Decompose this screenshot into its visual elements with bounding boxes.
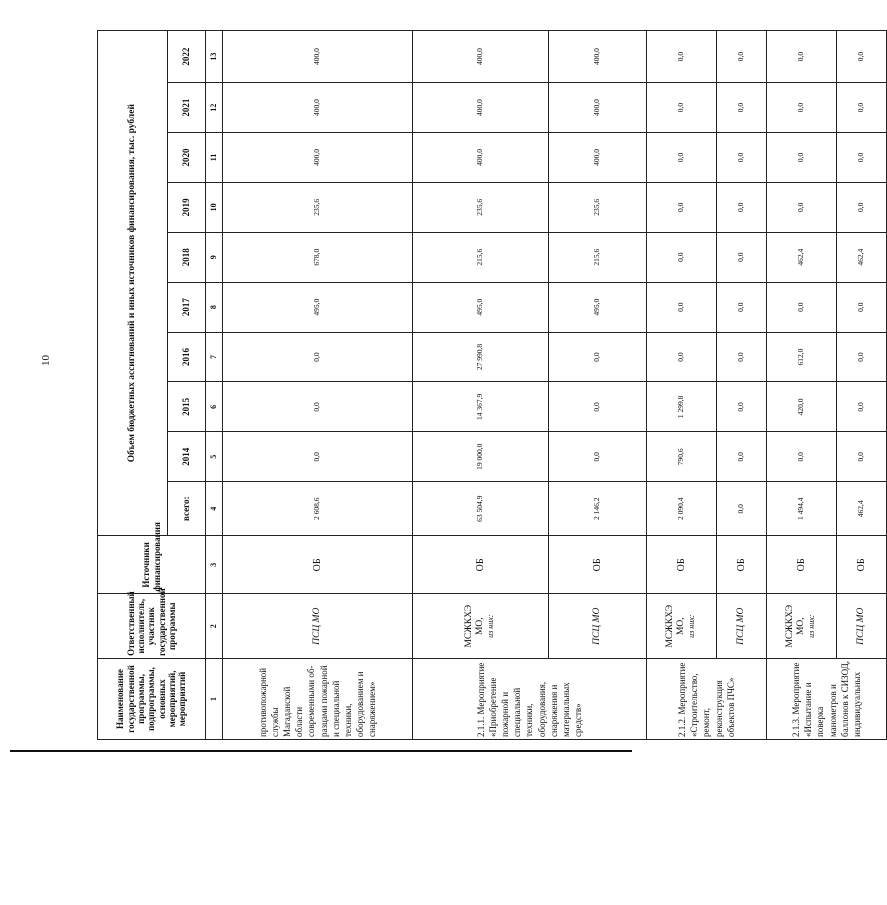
year-header: 2014: [168, 432, 206, 482]
row-name: противопожарной службы Магаданской области современными об-разцами пожарной и специальной техники, оборудованием и снаряжением»: [223, 658, 413, 739]
responsible-note: из них:: [485, 614, 495, 638]
row-value: 0,0: [717, 31, 767, 83]
column-number: 12: [206, 83, 223, 133]
row-value: 235,6: [223, 182, 413, 232]
header-name: Наименование государственной программы, подпрограммы, основных мероприятий, мероприятий: [98, 658, 206, 739]
year-header: 2019: [168, 182, 206, 232]
row-responsible: [837, 594, 887, 658]
row-responsible: [717, 594, 767, 658]
row-responsible: [767, 594, 837, 658]
column-number: 3: [206, 536, 223, 594]
row-value: 495,0: [223, 282, 413, 332]
row-value: 0,0: [837, 382, 887, 432]
table-row: [767, 31, 837, 740]
row-value: 0,0: [647, 332, 717, 382]
table-body: [223, 31, 887, 740]
divider-line: [10, 750, 632, 752]
row-value: 400,0: [223, 133, 413, 183]
row-value: 400,0: [413, 133, 549, 183]
row-source: ОБ: [223, 536, 413, 594]
row-value: 0,0: [837, 332, 887, 382]
row-source: ОБ: [837, 536, 887, 594]
responsible-label: ПСЦ МО: [856, 607, 867, 645]
header-source: Источники финансирования: [98, 536, 206, 594]
table-row: [223, 31, 413, 740]
table-row: [717, 31, 767, 740]
row-value: 420,0: [767, 382, 837, 432]
row-value: 0,0: [549, 382, 647, 432]
column-number: 1: [206, 658, 223, 739]
row-value: 0,0: [647, 31, 717, 83]
row-value: 235,6: [549, 182, 647, 232]
row-value: 0,0: [717, 83, 767, 133]
row-value: 0,0: [767, 83, 837, 133]
row-value: 790,6: [647, 432, 717, 482]
column-number: 4: [206, 482, 223, 536]
row-value: 0,0: [223, 432, 413, 482]
row-value: 0,0: [717, 282, 767, 332]
row-value: 0,0: [717, 382, 767, 432]
row-value: 462,4: [837, 482, 887, 536]
row-value: 0,0: [223, 382, 413, 432]
year-header: 2022: [168, 31, 206, 83]
row-value: 0,0: [717, 332, 767, 382]
table-row: [647, 31, 717, 740]
row-value: 0,0: [647, 133, 717, 183]
row-value: 0,0: [647, 282, 717, 332]
year-header: 2015: [168, 382, 206, 432]
row-value: 0,0: [717, 133, 767, 183]
row-value: 0,0: [837, 133, 887, 183]
row-value: 0,0: [223, 332, 413, 382]
column-number: 2: [206, 594, 223, 658]
row-value: 462,4: [767, 232, 837, 282]
row-value: 235,6: [413, 182, 549, 232]
responsible-note: из них:: [806, 614, 816, 638]
row-value: 0,0: [717, 482, 767, 536]
row-value: 0,0: [717, 232, 767, 282]
row-source: ОБ: [549, 536, 647, 594]
row-value: 14 367,9: [413, 382, 549, 432]
year-header: 2018: [168, 232, 206, 282]
row-name: 2.1.3. Мероприятие «Испытание и поверка манометров и баллонов к СИЗОД, индивидуальных: [767, 658, 887, 739]
row-value: 0,0: [717, 432, 767, 482]
column-number: 5: [206, 432, 223, 482]
row-source: ОБ: [717, 536, 767, 594]
column-number: 7: [206, 332, 223, 382]
column-number: 13: [206, 31, 223, 83]
row-name: 2.1.1. Мероприятие «Приобретение пожарной и специальной техники, оборудования, снаряжения и материальных средств»: [413, 658, 647, 739]
row-value: 0,0: [647, 182, 717, 232]
row-value: 0,0: [549, 432, 647, 482]
header-volume: Объем бюджетных ассигнований и иных источников финансирования, тыс. рублей: [98, 31, 168, 536]
row-responsible: [647, 594, 717, 658]
column-number-row: [206, 31, 223, 740]
rotated-table-wrapper: [97, 30, 867, 740]
row-value: 215,6: [413, 232, 549, 282]
year-header: 2017: [168, 282, 206, 332]
row-value: 0,0: [767, 182, 837, 232]
row-value: 400,0: [223, 31, 413, 83]
column-number: 8: [206, 282, 223, 332]
row-responsible: [223, 594, 413, 658]
table-row: [413, 31, 549, 740]
row-value: 400,0: [413, 31, 549, 83]
row-value: 0,0: [837, 182, 887, 232]
column-number: 6: [206, 382, 223, 432]
row-value: 63 504,9: [413, 482, 549, 536]
row-value: 0,0: [647, 83, 717, 133]
responsible-label: ПСЦ МО: [736, 607, 747, 645]
row-value: 0,0: [647, 232, 717, 282]
responsible-label: ПСЦ МО: [592, 607, 603, 645]
row-value: 0,0: [767, 133, 837, 183]
year-header: всего:: [168, 482, 206, 536]
row-value: 0,0: [767, 432, 837, 482]
responsible-label: МСЖКХЭ МО,: [785, 604, 807, 648]
row-source: ОБ: [647, 536, 717, 594]
row-source: ОБ: [767, 536, 837, 594]
row-value: 462,4: [837, 232, 887, 282]
row-value: 495,0: [549, 282, 647, 332]
year-header: 2016: [168, 332, 206, 382]
row-value: 400,0: [549, 133, 647, 183]
responsible-label: МСЖКХЭ МО,: [665, 604, 687, 648]
row-value: 400,0: [223, 83, 413, 133]
row-value: 215,6: [549, 232, 647, 282]
row-value: 27 990,8: [413, 332, 549, 382]
row-value: 0,0: [717, 182, 767, 232]
row-value: 400,0: [549, 31, 647, 83]
row-value: 2 608,6: [223, 482, 413, 536]
column-number: 11: [206, 133, 223, 183]
column-number: 9: [206, 232, 223, 282]
row-value: 678,0: [223, 232, 413, 282]
table-row: [837, 31, 887, 740]
row-value: 0,0: [837, 83, 887, 133]
row-value: 0,0: [549, 332, 647, 382]
responsible-note: из них:: [686, 614, 696, 638]
page-number: 10: [40, 355, 52, 366]
row-value: 612,0: [767, 332, 837, 382]
row-value: 2 090,4: [647, 482, 717, 536]
column-number: 10: [206, 182, 223, 232]
row-value: 1 494,4: [767, 482, 837, 536]
table-row: [549, 31, 647, 740]
row-value: 400,0: [413, 83, 549, 133]
financing-table: [97, 30, 887, 740]
responsible-label: МСЖКХЭ МО,: [464, 604, 486, 648]
year-header: 2021: [168, 83, 206, 133]
row-name: 2.1.2. Мероприятие «Строительство, ремонт, реконструкция объектов ПЧС»: [647, 658, 767, 739]
row-value: 1 299,8: [647, 382, 717, 432]
year-header: 2020: [168, 133, 206, 183]
row-value: 0,0: [837, 31, 887, 83]
row-value: 0,0: [837, 282, 887, 332]
row-value: 0,0: [767, 31, 837, 83]
row-value: 0,0: [767, 282, 837, 332]
row-responsible: [549, 594, 647, 658]
row-responsible: [413, 594, 549, 658]
row-value: 495,0: [413, 282, 549, 332]
row-source: ОБ: [413, 536, 549, 594]
row-value: 400,0: [549, 83, 647, 133]
row-value: 0,0: [837, 432, 887, 482]
row-value: 2 146,2: [549, 482, 647, 536]
responsible-label: ПСЦ МО: [312, 607, 323, 645]
row-value: 19 000,0: [413, 432, 549, 482]
header-responsible: Ответственный исполнитель, участник государственной программы: [98, 594, 206, 658]
